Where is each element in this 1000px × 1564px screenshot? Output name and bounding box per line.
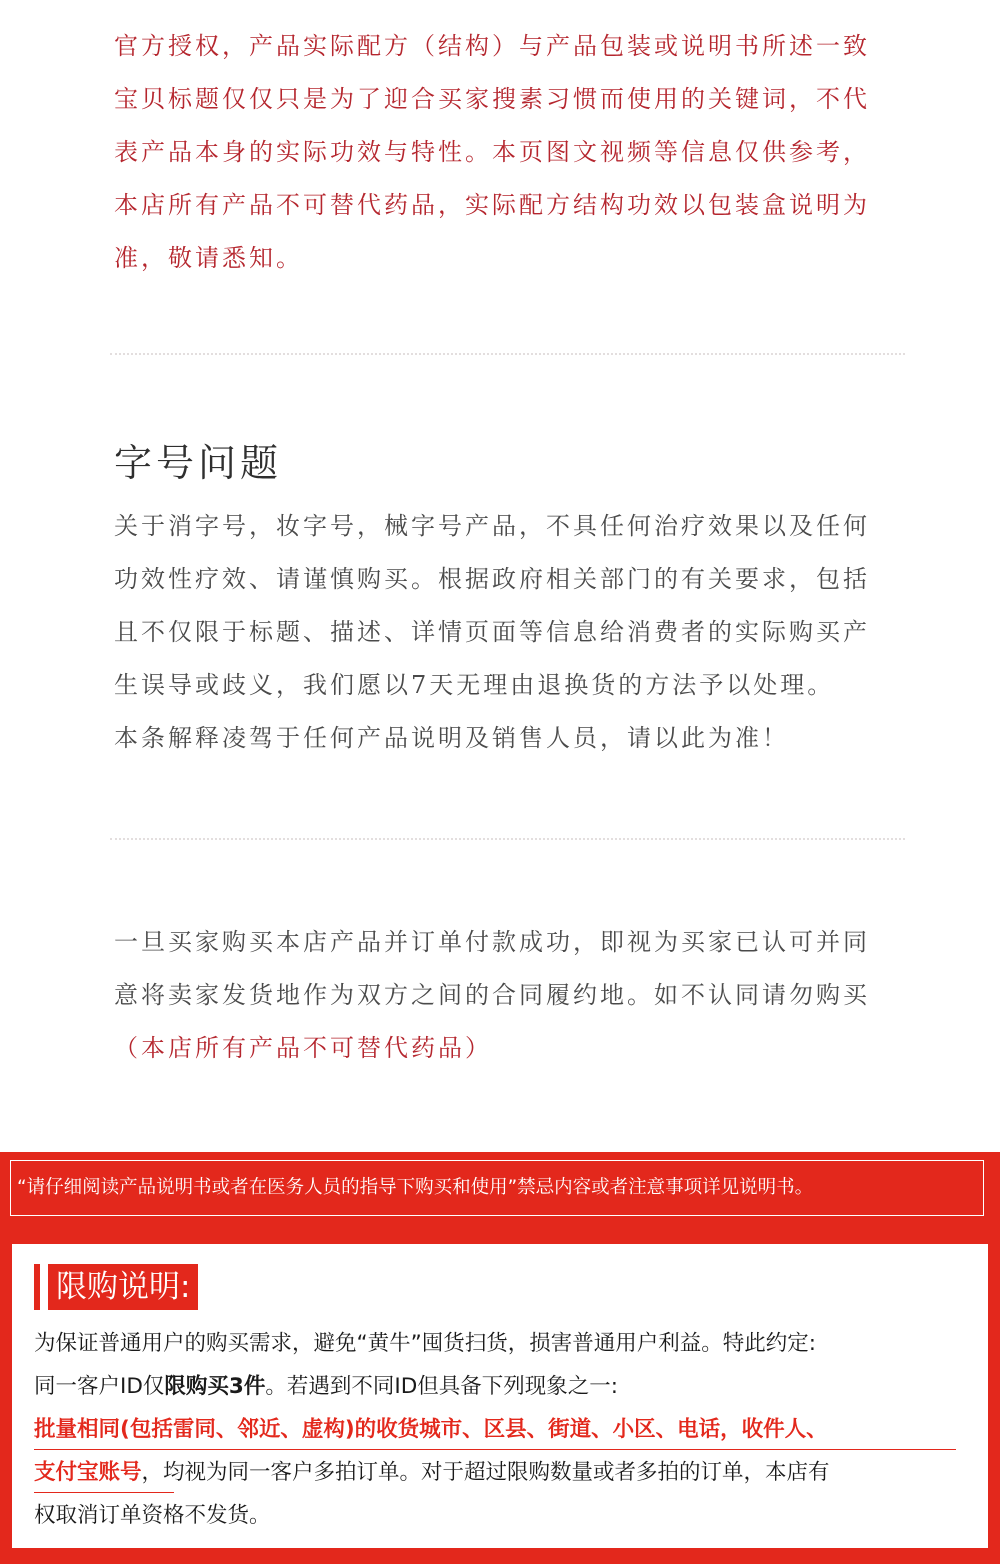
contract-text <box>114 916 904 1075</box>
font-issue-line: 生误导或歧义，我们愿以7天无理由退换货的方法予以处理。 <box>114 671 835 699</box>
instructions-notice: “请仔细阅读产品说明书或者在医务人员的指导下购买和使用”禁忌内容或者注意事项详见说明书。 <box>10 1160 984 1216</box>
rule-text: 同一客户ID仅 <box>34 1374 165 1399</box>
disclaimer-line: 表产品本身的实际功效与特性。本页图文视频等信息仅供参考， <box>114 138 870 166</box>
font-issue-line: 本条解释凌驾于任何产品说明及销售人员，请以此为准！ <box>114 724 789 752</box>
alipay-account-highlight: 支付宝账号 <box>34 1460 142 1485</box>
font-issue-text <box>114 500 904 765</box>
disclaimer-line: 宝贝标题仅仅只是为了迎合买家搜素习惯而使用的关键词，不代 <box>114 85 870 113</box>
disclaimer-line: 准，敬请悉知。 <box>114 244 303 272</box>
rule-line <box>34 1451 974 1494</box>
contract-note: （本店所有产品不可替代药品） <box>114 1034 492 1062</box>
section-divider <box>110 838 905 840</box>
section-divider <box>110 353 905 355</box>
rule-line-highlight: 批量相同(包括雷同、邻近、虚构)的收货城市、区县、街道、小区、电话，收件人、 <box>34 1417 828 1442</box>
title-accent-bar <box>34 1264 40 1310</box>
purchase-limit-panel <box>12 1244 988 1548</box>
rule-line <box>34 1365 974 1408</box>
contract-line: 一旦买家购买本店产品并订单付款成功，即视为买家已认可并同 <box>114 928 870 956</box>
font-issue-heading: 字号问题 <box>114 441 283 485</box>
disclaimer-line: 官方授权，产品实际配方（结构）与产品包装或说明书所述一致 <box>114 32 870 60</box>
highlight-underline <box>34 1449 956 1450</box>
font-issue-line: 关于消字号，妆字号，械字号产品，不具任何治疗效果以及任何 <box>114 512 870 540</box>
purchase-limit-title: 限购说明: <box>48 1264 198 1310</box>
rule-text: 。若遇到不同ID但具备下列现象之一: <box>265 1374 619 1399</box>
purchase-notice-banner <box>0 1152 1000 1564</box>
rule-line: 为保证普通用户的购买需求，避免“黄牛”囤货扫货，损害普通用户利益。特此约定: <box>34 1331 817 1356</box>
rule-line: 权取消订单资格不发货。 <box>34 1503 271 1528</box>
rule-text: ，均视为同一客户多拍订单。对于超过限购数量或者多拍的订单，本店有 <box>141 1460 830 1485</box>
font-issue-line: 且不仅限于标题、描述、详情页面等信息给消费者的实际购买产 <box>114 618 870 646</box>
contract-line: 意将卖家发货地作为双方之间的合同履约地。如不认同请勿购买 <box>114 981 870 1009</box>
disclaimer-line: 本店所有产品不可替代药品，实际配方结构功效以包装盒说明为 <box>114 191 870 219</box>
highlight-underline <box>34 1492 174 1493</box>
font-issue-line: 功效性疗效、请谨慎购买。根据政府相关部门的有关要求，包括 <box>114 565 870 593</box>
disclaimer-text <box>114 20 904 285</box>
limit-quantity: 限购买3件 <box>164 1374 266 1399</box>
purchase-limit-body <box>34 1322 974 1537</box>
